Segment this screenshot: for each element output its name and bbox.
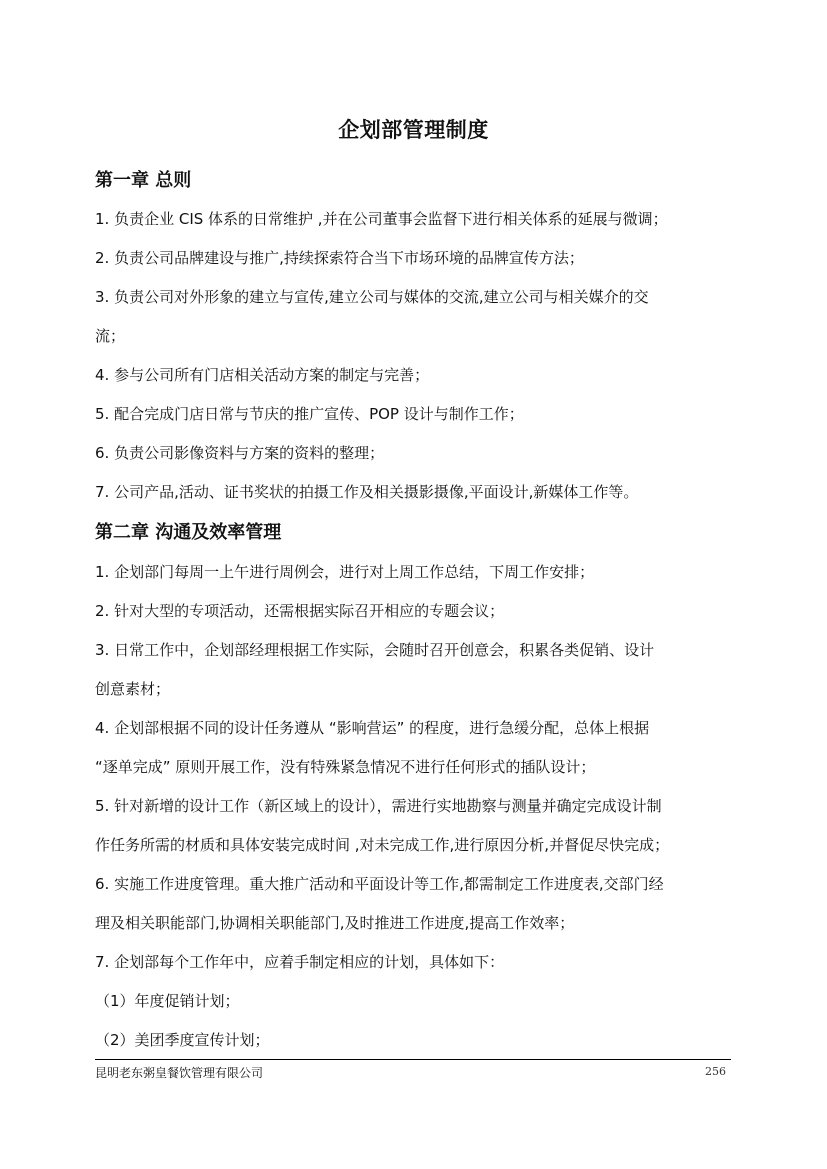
chapter-2-line-5-cont: 作任务所需的材质和具体安装完成时间 ,对未完成工作,进行原因分析,并督促尽快完成； — [95, 836, 670, 854]
chapter-2-line-4-cont: “逐单完成” 原则开展工作，没有特殊紧急情况不进行任何形式的插队设计； — [95, 758, 596, 776]
chapter-2-line-3: 3. 日常工作中，企划部经理根据工作实际，会随时召开创意会，积累各类促销、设计 — [95, 641, 655, 659]
footer-page-number: 256 — [705, 1065, 726, 1078]
chapter-2-item-1: （1）年度促销计划； — [95, 992, 240, 1010]
chapter-2-line-6-cont: 理及相关职能部门,协调相关职能部门,及时推进工作进度,提高工作效率； — [95, 914, 575, 932]
document-title: 企划部管理制度 — [338, 118, 489, 142]
chapter-2-line-7: 7. 企划部每个工作年中，应着手制定相应的计划，具体如下： — [95, 953, 505, 971]
chapter-1-line-7: 7. 公司产品,活动、证书奖状的拍摄工作及相关摄影摄像,平面设计,新媒体工作等。 — [95, 483, 639, 501]
chapter-2-line-1: 1. 企划部门每周一上午进行周例会，进行对上周工作总结，下周工作安排； — [95, 563, 595, 581]
chapter-1-line-2: 2. 负责公司品牌建设与推广,持续探索符合当下市场环境的品牌宣传方法； — [95, 249, 584, 267]
chapter-1-line-6: 6. 负责公司影像资料与方案的资料的整理； — [95, 444, 385, 462]
chapter-1-line-4: 4. 参与公司所有门店相关活动方案的制定与完善； — [95, 366, 430, 384]
chapter-2-line-5: 5. 针对新增的设计工作（新区域上的设计），需进行实地勘察与测量并确定完成设计制 — [95, 797, 662, 815]
chapter-2-line-6: 6. 实施工作进度管理。重大推广活动和平面设计等工作,都需制定工作进度表,交部门经 — [95, 875, 664, 893]
footer-company-name: 昆明老东粥皇餐饮管理有限公司 — [95, 1066, 264, 1080]
chapter-1-line-3-cont: 流； — [95, 327, 126, 345]
chapter-2-line-4: 4. 企划部根据不同的设计任务遵从 “影响营运” 的程度，进行急缓分配，总体上根据 — [95, 719, 650, 737]
chapter-2-item-2: （2）美团季度宣传计划； — [95, 1031, 270, 1049]
chapter-1-line-3: 3. 负责公司对外形象的建立与宣传,建立公司与媒体的交流,建立公司与相关媒介的交 — [95, 288, 649, 306]
chapter-2-line-2: 2. 针对大型的专项活动，还需根据实际召开相应的专题会议； — [95, 602, 505, 620]
chapter-1-heading: 第一章 总则 — [95, 170, 192, 191]
chapter-1-line-1: 1. 负责企业 CIS 体系的日常维护 ,并在公司董事会监督下进行相关体系的延展与微调； — [95, 210, 668, 228]
chapter-2-heading: 第二章 沟通及效率管理 — [95, 522, 282, 543]
chapter-2-line-3-cont: 创意素材； — [95, 680, 171, 698]
footer-divider — [95, 1059, 731, 1060]
chapter-1-line-5: 5. 配合完成门店日常与节庆的推广宣传、POP 设计与制作工作； — [95, 405, 524, 423]
